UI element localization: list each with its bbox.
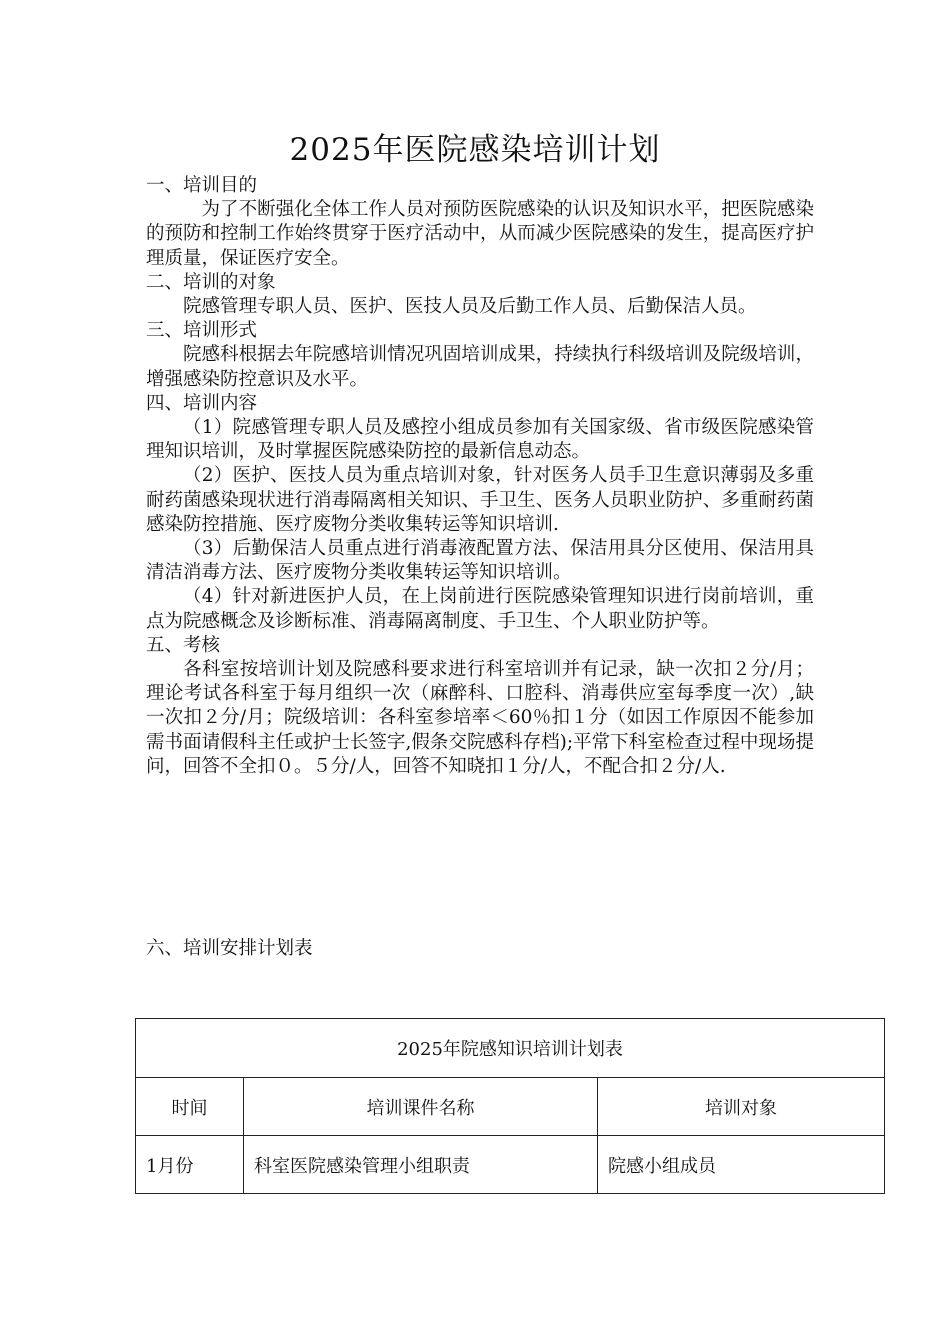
section-heading-audience: 二、培训的对象 bbox=[146, 271, 276, 293]
table-row bbox=[136, 1136, 885, 1194]
training-plan-table bbox=[135, 1018, 885, 1194]
section-text-format: 院感科根据去年院感培训情况巩固培训成果，持续执行科级培训及院级培训，增强感染防控意识及水平。 bbox=[146, 344, 814, 390]
document-body bbox=[146, 174, 814, 779]
section-heading-content: 四、培训内容 bbox=[146, 392, 258, 414]
content-item-2: （2）医护、医技人员为重点培训对象，针对医务人员手卫生意识薄弱及多重耐药菌感染现状进行消毒隔离相关知识、手卫生、医务人员职业防护、多重耐药菌感染防控措施、医疗废物分类收集转运等知识培训. bbox=[146, 465, 814, 535]
table-cell-audience: 院感小组成员 bbox=[598, 1136, 885, 1194]
content-item-4: （4）针对新进医护人员，在上岗前进行医院感染管理知识进行岗前培训，重点为院感概念及诊断标准、消毒隔离制度、手卫生、个人职业防护等。 bbox=[146, 586, 814, 632]
table-header-row bbox=[136, 1078, 885, 1136]
table-header-time: 时间 bbox=[136, 1078, 244, 1136]
content-item-1: （1）院感管理专职人员及感控小组成员参加有关国家级、省市级医院感染管理知识培训，及时掌握医院感染防控的最新信息动态。 bbox=[146, 417, 814, 463]
table-header-course: 培训课件名称 bbox=[244, 1078, 598, 1136]
table-cell-time: 1月份 bbox=[136, 1136, 244, 1194]
section-heading-purpose: 一、培训目的 bbox=[146, 175, 258, 196]
table-header-audience: 培训对象 bbox=[598, 1078, 885, 1136]
table-caption: 2025年院感知识培训计划表 bbox=[136, 1019, 885, 1078]
content-item-3: （3）后勤保洁人员重点进行消毒液配置方法、保洁用具分区使用、保洁用具清洁消毒方法、医疗废物分类收集转运等知识培训。 bbox=[146, 538, 814, 584]
section-text-assessment: 各科室按培训计划及院感科要求进行科室培训并有记录，缺一次扣２分/月；理论考试各科室于每月组织一次（麻醉科、口腔科、消毒供应室每季度一次）,缺一次扣２分/月；院级培训：各科室参培率＜60％扣１分（如因工作原因不能参加需书面请假科主任或护士长签字,假条交院感科存档);平常下科室检查过程中现场提问，回答不全扣０。５分/人，回答不知晓扣１分/人，不配合扣２分/人. bbox=[146, 659, 814, 777]
table-cell-course: 科室医院感染管理小组职责 bbox=[244, 1136, 598, 1194]
section-heading-schedule: 六、培训安排计划表 bbox=[146, 938, 313, 959]
document-title: 2025年医院感染培训计划 bbox=[289, 132, 661, 168]
section-heading-format: 三、培训形式 bbox=[146, 320, 258, 342]
table-caption-row bbox=[136, 1019, 885, 1078]
section-text-audience: 院感管理专职人员、医护、医技人员及后勤工作人员、后勤保洁人员。 bbox=[183, 296, 757, 318]
section-text-purpose: 为了不断强化全体工作人员对预防医院感染的认识及知识水平，把医院感染的预防和控制工作始终贯穿于医疗活动中，从而减少医院感染的发生，提高医疗护理质量，保证医疗安全。 bbox=[146, 199, 814, 269]
section-heading-assessment: 五、考核 bbox=[146, 634, 221, 656]
